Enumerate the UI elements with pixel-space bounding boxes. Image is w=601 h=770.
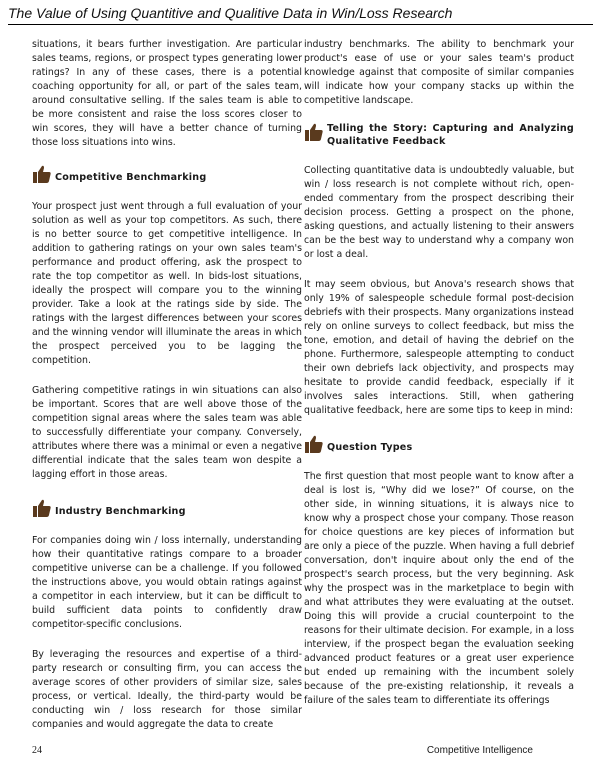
heading-competitive-text: Competitive Benchmarking [55,172,207,183]
thumbs-up-icon [304,434,324,454]
section-heading-questions [304,434,574,454]
right-column [304,38,574,724]
paragraph-intro-left: situations, it bears further investigation. Are particular sales teams, regions, or prospect types generating lower ratings? In any of these cases, there is a potential coaching opportunity for all, or part of the sales team, around consultative selling. If the sales team is able to be more consistent and raise the loss scores closer to win scores, they will have a better chance of turning those loss situations into wins. [32,39,302,148]
page-number: 24 [32,745,42,756]
heading-story-text: Telling the Story: Capturing and Analyzing Qualitative Feedback [327,123,574,147]
paragraph-competitive-2: Gathering competitive ratings in win situations can also be important. Scores that are well above those of the competition signal areas where the sales team was able to successfully differentiate your company. Conversely, attributes where there was a minimal or even a negative differential indicate that the sales team won despite a lagging effort in those areas. [32,385,302,480]
paragraph-story-2: It may seem obvious, but Anova's research shows that only 19% of salespeople schedule formal post-decision debriefs with their prospects. Many organizations instead rely on online surveys to collect feedback, but miss the tone, emotion, and detail of having the debrief on the phone. Furthermore, salespeople attempting to conduct their own debriefs lack objectivity, and prospects may hesitate to provide candid feedback, especially if it involves sales interactions. Still, when gathering qualitative feedback, here are some tips to keep in mind: [304,279,574,416]
paragraph-competitive-1: Your prospect just went through a full evaluation of your solution as well as your top competitors. As such, there is no better source to get competitive intelligence. In addition to gathering ratings on your own sales team's performance and product offering, ask the prospect to rate the top competitor as well. In bids-lost situations, ideally the prospect will compare you to the winning provider. Take a look at the ratings side by side. The ratings with the largest differences between your scores and the winning vendor will illuminate the areas in which the prospect perceived you to be lagging the competition. [32,201,302,366]
paragraph-questions: The first question that most people want to know after a deal is lost is, “Why did we lose?” Of course, on the other side, in winning situations, it is always nice to know why a prospect chose your company. Those reason for choice questions are key pieces of information but are only a piece of the puzzle. When having a full debrief conversation, don't inquire about only the end of the prospect's search process, but the very beginning. Ask why the prospect was in the marketplace to begin with and what attributes they were evaluating at the outset. Doing this will provide a crucial counterpoint to the reasons for their ultimate decision. For example, in a loss interview, if the prospect began the evaluation seeking advanced product features or a great user experience but ended up remaining with the incumbent solely because of the pre-existing relationship, it reveals a failure of the sales team to differentiate its offerings [304,471,574,706]
thumbs-up-icon [32,164,52,184]
section-heading-competitive [32,164,302,184]
section-heading-story [304,122,574,148]
heading-industry-text: Industry Benchmarking [55,506,186,517]
thumbs-up-icon [32,498,52,518]
paragraph-story-1: Collecting quantitative data is undoubtedly valuable, but win / loss research is not complete without rich, open-ended commentary from the prospect describing their decision process. Getting a prospect on the phone, asking questions, and actually listening to their answers can be the best way to understand why a company won or lost a deal. [304,165,574,260]
left-column [32,38,302,748]
section-heading-industry [32,498,302,518]
page-header [8,4,593,25]
heading-questions-text: Question Types [327,442,413,453]
footer-label: Competitive Intelligence [426,745,533,756]
paragraph-industry-1: For companies doing win / loss internally, understanding how their quantitative ratings compare to a broader competitive universe can be a challenge. If you followed the instructions above, you would obtain ratings against a competitor in each interview, but it can be difficult to build sufficient data points to confidently draw competitor-specific conclusions. [32,535,302,630]
thumbs-up-icon [304,122,324,142]
header-title: The Value of Using Quantitive and Qualitive Data in Win/Loss Research [8,5,453,21]
paragraph-industry-2: By leveraging the resources and expertise of a third-party research or consulting firm, you can access the average scores of other providers of similar size, sales process, or vertical. Ideally, the third-party would be conducting win / loss research for those similar companies and would aggregate the data to create [32,649,302,730]
paragraph-intro-right: industry benchmarks. The ability to benchmark your product's ease of use or your sales team's product knowledge against that composite of similar companies will indicate how your company stacks up within the competitive landscape. [304,39,574,106]
